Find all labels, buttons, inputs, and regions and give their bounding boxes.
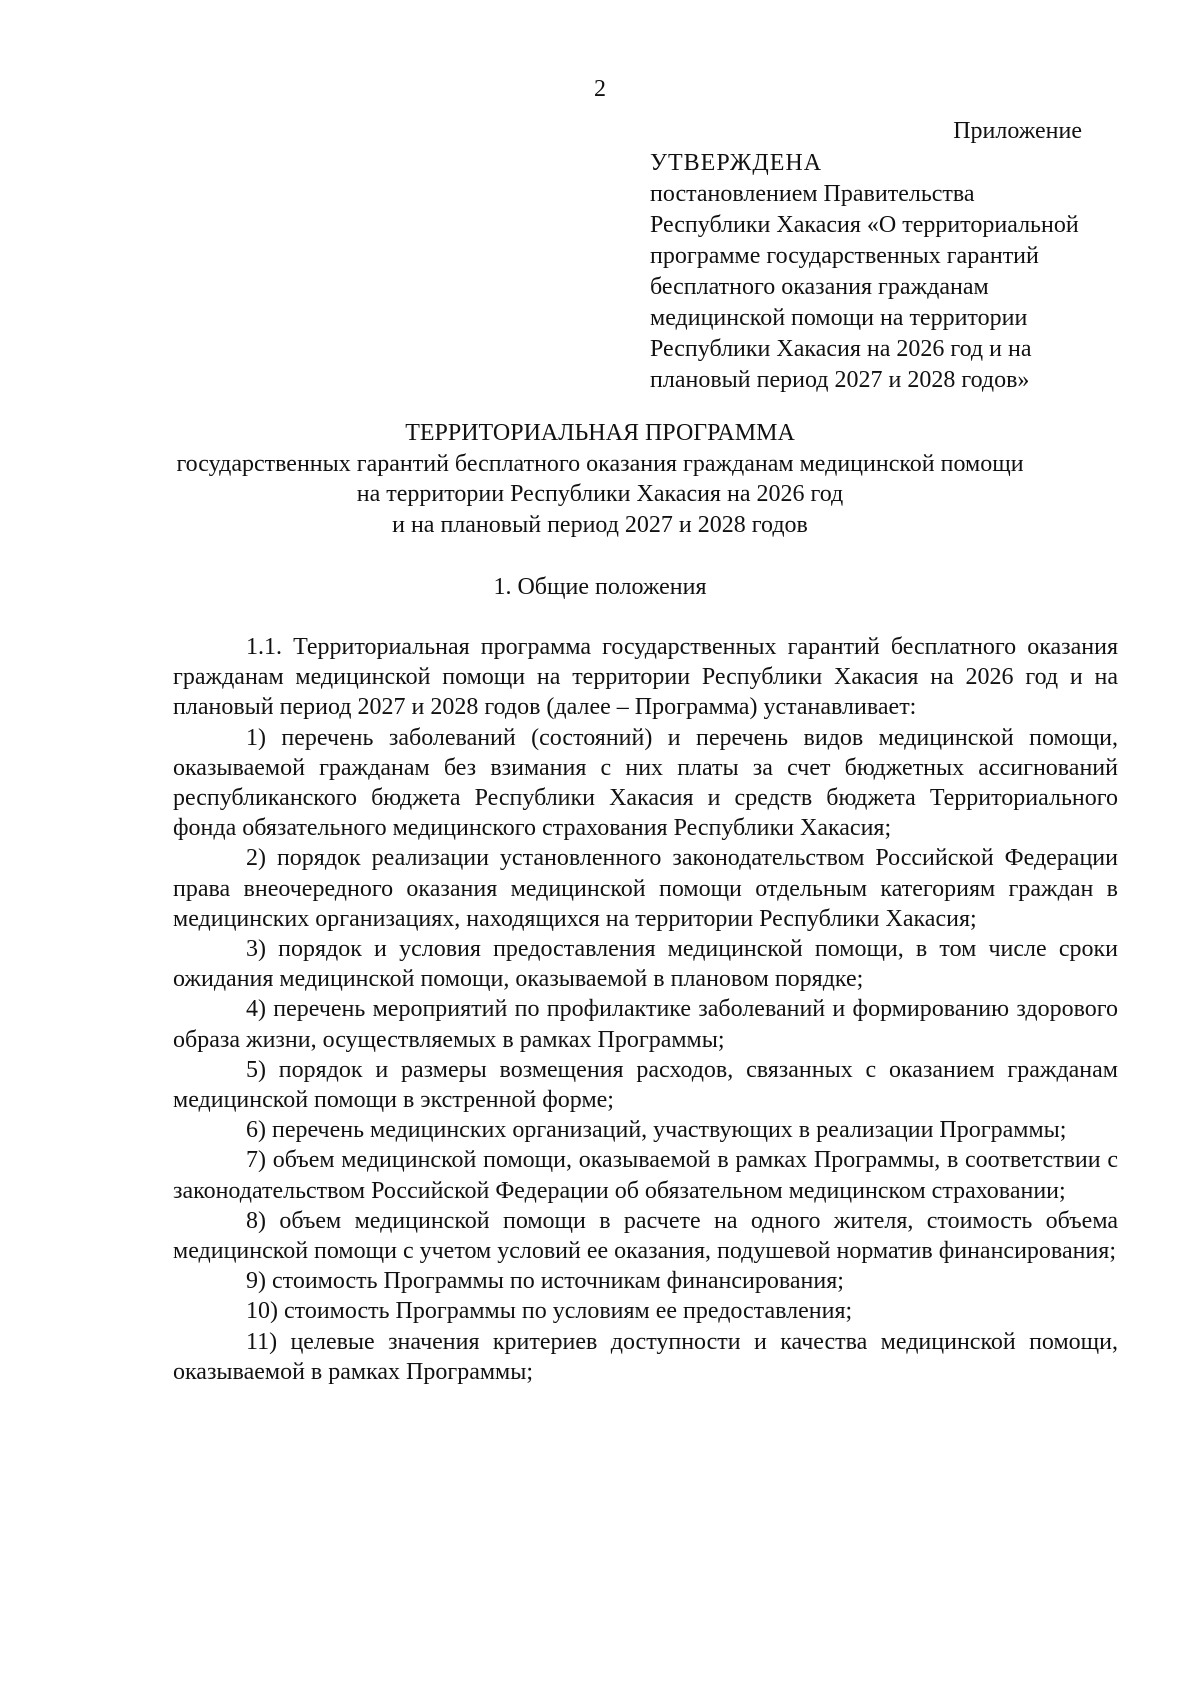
paragraph: 8) объем медицинской помощи в расчете на одного жителя, стоимость объема медицинской помощи с учетом условий ее оказания, подушевой норматив финансирования; [173, 1207, 1118, 1265]
appendix-label: Приложение [953, 118, 1082, 144]
approval-line: Республики Хакасия на 2026 год и на [650, 336, 1032, 362]
approval-line: бесплатного оказания гражданам [650, 274, 989, 300]
approval-stamp: УТВЕРЖДЕНА [650, 150, 823, 176]
paragraph: 1.1. Территориальная программа государственных гарантий бесплатного оказания гражданам медицинской помощи на территории Республики Хакасия на 2026 год и на плановый период 2027 и 2028 годов (далее – Программа) устанавливает: [173, 634, 1118, 721]
approval-line: Республики Хакасия «О территориальной [650, 212, 1079, 238]
paragraph: 6) перечень медицинских организаций, участвующих в реализации Программы; [246, 1117, 1067, 1144]
section-heading: 1. Общие положения [493, 574, 707, 600]
program-title-heading: ТЕРРИТОРИАЛЬНАЯ ПРОГРАММА [405, 420, 795, 446]
approval-block [650, 148, 1120, 396]
program-title [0, 418, 1200, 540]
program-title-line: государственных гарантий бесплатного оказания гражданам медицинской помощи [176, 450, 1024, 477]
paragraph: 3) порядок и условия предоставления медицинской помощи, в том числе сроки ожидания медицинской помощи, оказываемой в плановом порядке; [173, 936, 1118, 993]
program-title-line: и на плановый период 2027 и 2028 годов [392, 511, 808, 538]
paragraph: 7) объем медицинской помощи, оказываемой в рамках Программы, в соответствии с законодательством Российской Федерации об обязательном медицинском страховании; [173, 1147, 1118, 1204]
approval-line: плановый период 2027 и 2028 годов» [650, 367, 1030, 393]
paragraph: 5) порядок и размеры возмещения расходов, связанных с оказанием гражданам медицинской помощи в экстренной форме; [173, 1056, 1118, 1114]
approval-line: постановлением Правительства [650, 181, 975, 207]
paragraph: 10) стоимость Программы по условиям ее предоставления; [246, 1298, 853, 1325]
paragraph: 2) порядок реализации установленного законодательством Российской Федерации права внеочередного оказания медицинской помощи отдельным категориям граждан в медицинских организациях, находящихся на территории Республики Хакасия; [173, 845, 1118, 932]
paragraph: 1) перечень заболеваний (состояний) и перечень видов медицинской помощи, оказываемой гражданам без взимания с них платы за счет бюджетных ассигнований республиканского бюджета Республики Хакасия и средств бюджета Территориального фонда обязательного медицинского страхования Республики Хакасия; [173, 724, 1118, 842]
paragraph: 11) целевые значения критериев доступности и качества медицинской помощи, оказываемой в рамках Программы; [173, 1328, 1118, 1385]
section-body [173, 632, 1118, 1387]
program-title-line: на территории Республики Хакасия на 2026 год [356, 481, 844, 507]
paragraph: 9) стоимость Программы по источникам финансирования; [246, 1268, 844, 1295]
approval-line: программе государственных гарантий [650, 243, 1039, 269]
approval-line: медицинской помощи на территории [650, 305, 1028, 331]
page-number: 2 [594, 76, 606, 102]
paragraph: 4) перечень мероприятий по профилактике заболеваний и формированию здорового образа жизни, осуществляемых в рамках Программы; [173, 996, 1118, 1053]
